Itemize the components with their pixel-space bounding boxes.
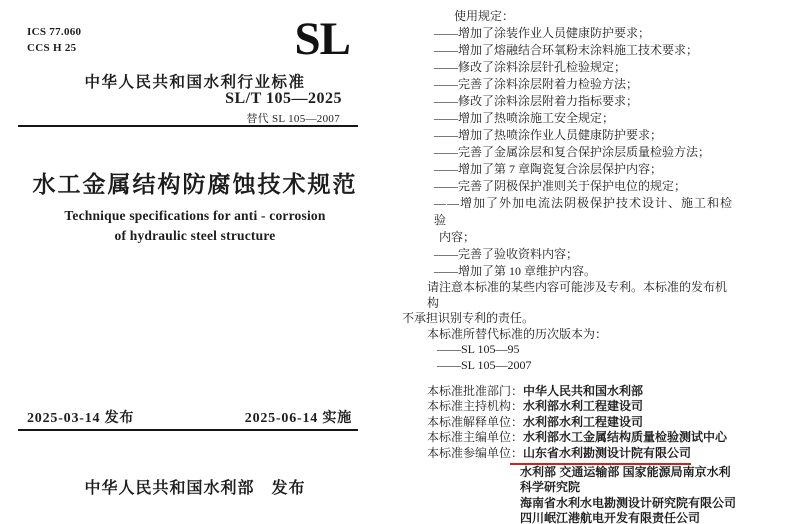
info-row	[402, 384, 738, 400]
info-row	[402, 415, 738, 431]
ccs-code: CCS H 25	[27, 42, 77, 54]
info-value: 水利部水利工程建设司	[523, 414, 644, 429]
change-item: ——增加了外加电流法阴极保护技术设计、施工和检验	[434, 196, 734, 227]
participant-line: 科学研究院	[520, 480, 581, 495]
change-item: ——增加了第 10 章维护内容。	[434, 264, 597, 278]
change-item: ——增加了热喷涂施工安全规定；	[434, 111, 615, 125]
info-label: 本标准主编单位：	[427, 430, 524, 445]
foreword-page	[402, 8, 738, 524]
change-item: ——增加了热喷涂作业人员健康防护要求；	[434, 128, 663, 142]
change-item: ——完善了金属涂层和复合保护涂层质量检验方法；	[434, 145, 711, 159]
change-item: ——完善了涂料涂层附着力检验方法；	[434, 77, 639, 91]
standard-series-title: 中华人民共和国水利行业标准	[84, 74, 306, 91]
change-item: ——修改了涂料涂层附着力指标要求；	[434, 94, 639, 108]
standard-info-block	[402, 384, 738, 524]
doc-title-en-line2: of hydraulic steel structure	[114, 228, 276, 243]
info-label: 本标准批准部门：	[427, 383, 524, 398]
replaces-note: 替代 SL 105—2007	[246, 113, 340, 125]
change-item: ——修改了涂料涂层针孔检验规定；	[434, 60, 627, 74]
horizontal-rule-bottom	[18, 429, 358, 431]
info-label: 本标准解释单位：	[427, 414, 524, 429]
publisher-line: 中华人民共和国水利部 发布	[84, 480, 306, 497]
issue-date: 2025-03-14 发布	[27, 411, 135, 426]
patent-and-history	[402, 280, 738, 374]
change-item: ——增加了熔融结合环氧粉末涂料施工技术要求；	[434, 43, 699, 57]
change-item: ——增加了涂装作业人员健康防护要求；	[434, 26, 651, 40]
participant-line: 四川岷江港航电开发有限责任公司	[520, 511, 701, 524]
info-value: 水利部水利工程建设司	[523, 399, 644, 414]
participant-line: 水利部 交通运输部 国家能源局南京水利	[520, 464, 731, 479]
foreword-lead-tail: 使用规定：	[454, 9, 515, 23]
patent-notice-line2: 不承担识别专利的责任。	[402, 311, 535, 326]
classification-codes	[27, 24, 81, 56]
effective-date: 2025-06-14 实施	[244, 411, 352, 426]
change-item-wrap: 内容；	[439, 230, 476, 244]
info-label: 本标准主持机构：	[427, 399, 524, 414]
horizontal-rule-top	[18, 125, 358, 127]
patent-notice-line1: 请注意本标准的某些内容可能涉及专利。本标准的发布机构	[427, 280, 728, 310]
changes-list	[402, 8, 738, 280]
info-row	[402, 399, 738, 415]
ics-code: ICS 77.060	[27, 26, 82, 38]
participant-line: 海南省水利水电勘测设计研究院有限公司	[520, 495, 737, 510]
change-item: ——完善了验收资料内容；	[434, 247, 579, 261]
cover-page	[0, 0, 390, 524]
doc-title-cn: 水工金属结构防腐蚀技术规范	[32, 171, 358, 197]
doc-title-en-line1: Technique specifications for anti - corrosion	[64, 208, 326, 223]
history-item: ——SL 105—2007	[437, 357, 532, 372]
info-value: 中华人民共和国水利部	[523, 383, 644, 398]
change-item: ——增加了第 7 章陶瓷复合涂层保护内容；	[434, 162, 663, 176]
info-label: 本标准参编单位：	[427, 445, 524, 460]
info-row	[402, 430, 738, 446]
history-item: ——SL 105—95	[437, 342, 520, 357]
standard-number: SL/T 105—2025	[225, 90, 342, 107]
change-item: ——完善了阴极保护准则关于保护电位的规定；	[434, 179, 687, 193]
info-row	[402, 446, 738, 465]
info-value-highlighted: 山东省水利勘测设计院有限公司	[510, 446, 691, 465]
info-value: 水利部水工金属结构质量检验测试中心	[523, 430, 728, 445]
sl-logo: SL	[294, 13, 350, 65]
history-heading: 本标准所替代标准的历次版本为：	[427, 326, 608, 341]
